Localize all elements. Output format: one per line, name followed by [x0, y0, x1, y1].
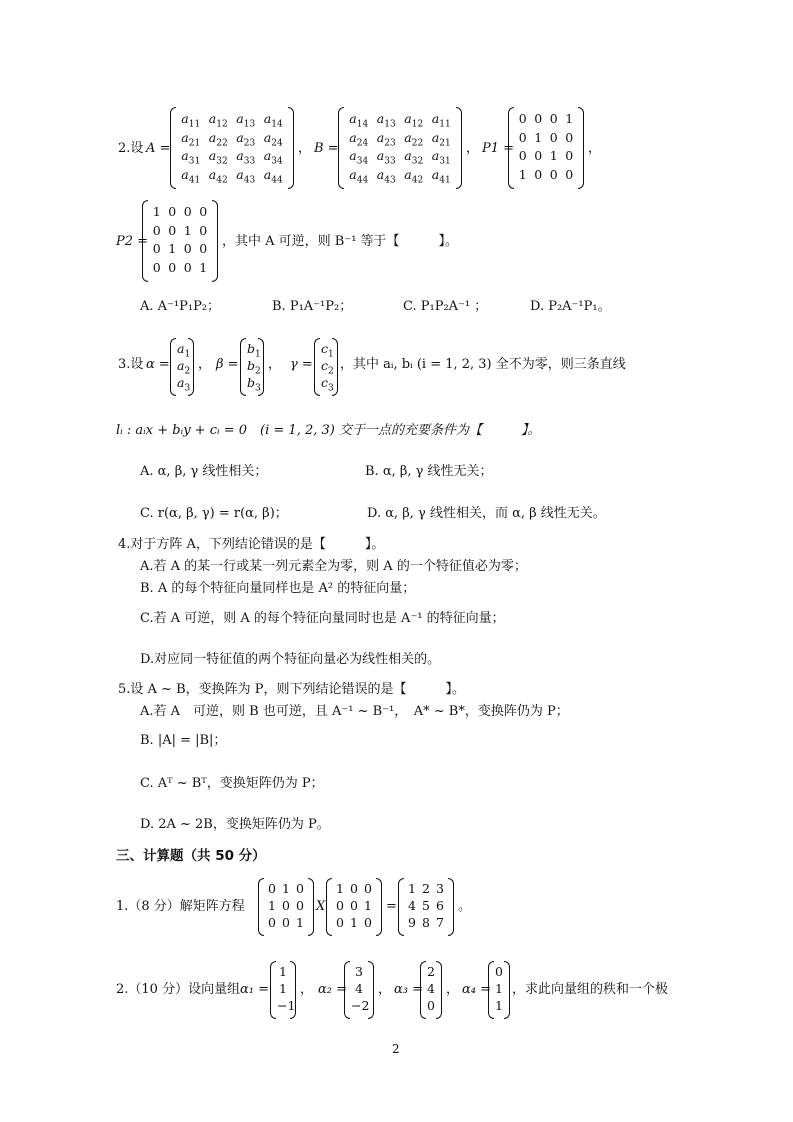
- comma: ，: [198, 357, 212, 372]
- matrix-cell: 3: [355, 964, 363, 980]
- matrix-cell: 0: [268, 881, 276, 897]
- matrix-cell: $a_{14}$: [263, 111, 283, 130]
- matrix-P2: [142, 200, 218, 282]
- c2-stem: ，求此向量组的秩和一个极: [512, 982, 669, 997]
- matrix-cell: $a_{24}$: [263, 129, 283, 149]
- matrix-cell: 0: [350, 881, 358, 897]
- matrix-cell: $a_{13}$: [236, 111, 256, 130]
- matrix-cell: 0: [495, 964, 503, 980]
- comma: ，: [446, 982, 460, 997]
- matrix-cell: $a_{24}$: [349, 129, 369, 149]
- q2-option-D: D. P₂A⁻¹P₁。: [530, 299, 611, 314]
- matrix-cell: $a_{34}$: [349, 148, 369, 167]
- matrix-cell: 0: [282, 914, 290, 930]
- matrix-cell: 0: [168, 222, 177, 238]
- q3-gamma-label: γ =: [290, 357, 313, 372]
- q4-option-B: B. A 的每个特征向量同样也是 A² 的特征向量；: [140, 581, 416, 596]
- q3-stem1: ，其中 aᵢ, bᵢ (i = 1, 2, 3) 全不为零，则三条直线: [340, 357, 626, 372]
- matrix-cell: 0: [549, 111, 558, 127]
- matrix-cell: $a_{42}$: [208, 166, 228, 186]
- matrix-cell: 0: [336, 898, 344, 913]
- matrix-cell: 1: [495, 981, 503, 996]
- matrix-cell: $a_{21}$: [431, 129, 451, 149]
- matrix-cell: 7: [436, 914, 444, 930]
- vector-alpha2: [344, 961, 374, 1019]
- matrix-cell: −1: [277, 997, 296, 1013]
- matrix-cell: 0: [565, 148, 574, 164]
- matrix-cell: 1: [364, 898, 372, 913]
- matrix-cell: $a_{14}$: [349, 111, 369, 130]
- matrix-cell: $a_{41}$: [431, 166, 451, 186]
- q2-option-A: A. A⁻¹P₁P₂；: [140, 299, 221, 314]
- matrix-cell: $a_{22}$: [404, 129, 424, 149]
- q5-option-C: C. Aᵀ ~ Bᵀ，变换矩阵仍为 P；: [140, 776, 324, 791]
- vector-alpha: [170, 338, 194, 396]
- matrix-cell: 5: [422, 898, 430, 913]
- matrix-cell: 0: [183, 241, 192, 257]
- matrix-cell: $a_{31}$: [181, 148, 201, 167]
- c2-a2-label: α₂ =: [318, 982, 348, 997]
- matrix-cell: 1: [279, 981, 287, 996]
- c1-prefix: 1.（8 分）解矩阵方程: [116, 899, 245, 914]
- matrix-cell: 0: [152, 241, 161, 257]
- matrix-cell: 9: [408, 914, 416, 930]
- matrix-cell: 0: [152, 259, 161, 275]
- q5-option-B: B. |A| = |B|；: [140, 733, 227, 748]
- matrix-cell: 1: [268, 898, 276, 913]
- matrix-P1: [508, 107, 584, 189]
- matrix-cell: 0: [199, 204, 208, 220]
- matrix-cell: 0: [549, 166, 558, 182]
- c2-prefix: 2.（10 分）设向量组: [116, 982, 241, 997]
- q3-beta-label: β =: [216, 357, 239, 372]
- matrix-cell: 0: [549, 129, 558, 145]
- matrix-cell: 0: [152, 222, 161, 238]
- q3-alpha-label: α =: [146, 357, 170, 372]
- q3-option-D: D. α, β, γ 线性相关，而 α, β 线性无关。: [367, 506, 606, 521]
- matrix-cell: $c_2$: [321, 358, 334, 377]
- matrix-cell: 4: [355, 981, 363, 996]
- q5-option-A: A.若 A 可逆，则 B 也可逆，且 A⁻¹ ~ B⁻¹， A* ~ B*，变换阵仍为 P；: [140, 704, 569, 719]
- matrix-cell: $b_2$: [247, 358, 261, 377]
- q5-option-D: D. 2A ~ 2B，变换矩阵仍为 P。: [140, 817, 330, 832]
- matrix-cell: 0: [364, 914, 372, 930]
- matrix-cell: $a_{42}$: [404, 166, 424, 186]
- matrix-cell: 0: [350, 898, 358, 913]
- c1-end: 。: [458, 899, 472, 914]
- matrix-cell: 0: [534, 148, 543, 164]
- q2-option-C: C. P₁P₂A⁻¹ ；: [403, 299, 488, 314]
- matrix-cell: 0: [427, 997, 435, 1013]
- matrix-cell: 0: [518, 129, 527, 145]
- q2-P1-label: P1 =: [482, 141, 515, 156]
- q3-option-A: A. α, β, γ 线性相关；: [140, 464, 268, 479]
- matrix-cell: 1: [350, 914, 358, 930]
- matrix-cell: $a_{23}$: [376, 129, 396, 149]
- matrix-cell: $a_{12}$: [208, 111, 228, 130]
- matrix-cell: 1: [408, 881, 416, 897]
- matrix-cell: $c_1$: [321, 341, 334, 360]
- matrix-cell: 1: [565, 111, 574, 127]
- q3-prefix: 3.设: [118, 357, 144, 372]
- matrix-cell: 1: [152, 204, 161, 220]
- c2-a1-label: α₁ =: [240, 982, 270, 997]
- matrix-cell: 1: [183, 222, 192, 238]
- vector-alpha3: [420, 961, 442, 1019]
- matrix-cell: −2: [351, 997, 370, 1013]
- matrix-cell: $a_{11}$: [431, 111, 451, 130]
- matrix-cell: $a_2$: [177, 358, 191, 377]
- matrix-cell: $a_{43}$: [376, 166, 396, 186]
- matrix-cell: 0: [534, 111, 543, 127]
- q2-B-label: B =: [314, 141, 339, 156]
- matrix-cell: 0: [534, 166, 543, 182]
- matrix-cell: $a_3$: [177, 374, 191, 394]
- q3-option-C: C. r(α, β, γ) = r(α, β)；: [140, 506, 288, 521]
- matrix-cell: $a_{32}$: [404, 148, 424, 167]
- matrix-cell: 0: [183, 259, 192, 275]
- matrix-cell: 3: [436, 881, 444, 897]
- matrix-cell: $a_{11}$: [181, 111, 201, 130]
- q2-stem: ，其中 A 可逆，则 B⁻¹ 等于【 】。: [222, 234, 459, 249]
- matrix-cell: 0: [518, 111, 527, 127]
- matrix-cell: $a_{34}$: [263, 148, 283, 167]
- matrix-cell: 0: [565, 166, 574, 182]
- matrix-cell: 0: [168, 259, 177, 275]
- matrix-cell: 1: [336, 881, 344, 897]
- matrix-cell: $a_{41}$: [181, 166, 201, 186]
- matrix-cell: 1: [549, 148, 558, 164]
- matrix-cell: $c_3$: [321, 374, 334, 394]
- matrix-cell: $a_{12}$: [404, 111, 424, 130]
- matrix-cell: $a_{31}$: [431, 148, 451, 167]
- matrix-cell: 1: [296, 914, 304, 930]
- matrix-cell: 6: [436, 898, 444, 913]
- q4-option-A: A.若 A 的某一行或某一列元素全为零，则 A 的一个特征值必为零；: [140, 559, 527, 574]
- matrix-B: [338, 107, 462, 189]
- matrix-cell: 1: [495, 997, 503, 1013]
- matrix-cell: 0: [282, 898, 290, 913]
- comma: ，: [300, 982, 314, 997]
- comma: ，: [466, 141, 480, 156]
- q3-option-B: B. α, β, γ 线性无关；: [365, 464, 493, 479]
- matrix-cell: 1: [518, 166, 527, 182]
- c2-a4-label: α₄ =: [462, 982, 492, 997]
- matrix-cell: 4: [427, 981, 435, 996]
- q2-P2-label: P2 =: [116, 234, 149, 249]
- matrix-cell: 0: [199, 222, 208, 238]
- matrix-cell: $a_{32}$: [208, 148, 228, 167]
- comma: ，: [588, 141, 602, 156]
- q4-stem: 4.对于方阵 A，下列结论错误的是【 】。: [118, 537, 385, 552]
- matrix-cell: $b_1$: [247, 341, 261, 360]
- matrix-cell: $a_{44}$: [349, 166, 369, 186]
- matrix-cell: $a_1$: [177, 341, 191, 360]
- section-title: 三、计算题（共 50 分）: [116, 848, 266, 864]
- matrix-cell: $a_{21}$: [181, 129, 201, 149]
- matrix-cell: $a_{44}$: [263, 166, 283, 186]
- q3-stem2: lᵢ : aᵢx + bᵢy + cᵢ = 0 (i = 1, 2, 3) 交于一点的充要条件为【 】。: [116, 423, 541, 438]
- matrix-M1: [258, 878, 314, 936]
- matrix-cell: 0: [168, 204, 177, 220]
- matrix-cell: $a_{33}$: [376, 148, 396, 167]
- comma: ，: [298, 141, 312, 156]
- matrix-A: [170, 107, 294, 189]
- q2-prefix: 2.设: [118, 141, 144, 156]
- matrix-cell: 4: [408, 898, 416, 913]
- c1-X: X: [316, 899, 326, 914]
- matrix-cell: 1: [168, 241, 177, 257]
- matrix-cell: 0: [518, 148, 527, 164]
- matrix-cell: 2: [422, 881, 430, 897]
- c1-eq: =: [386, 899, 397, 914]
- vector-gamma: [314, 338, 338, 396]
- matrix-cell: 0: [565, 129, 574, 145]
- matrix-M2: [326, 878, 382, 936]
- matrix-cell: $a_{43}$: [236, 166, 256, 186]
- matrix-cell: 2: [427, 964, 435, 980]
- matrix-cell: $b_3$: [247, 374, 261, 394]
- vector-alpha1: [270, 961, 296, 1019]
- matrix-cell: $a_{22}$: [208, 129, 228, 149]
- c2-a3-label: α₃ =: [394, 982, 424, 997]
- matrix-cell: 8: [422, 914, 430, 930]
- vector-beta: [240, 338, 264, 396]
- comma: ，: [268, 357, 282, 372]
- matrix-cell: $a_{23}$: [236, 129, 256, 149]
- q2-option-B: B. P₁A⁻¹P₂；: [272, 299, 353, 314]
- matrix-cell: 1: [199, 259, 208, 275]
- q2-A-label: A =: [146, 141, 171, 156]
- matrix-cell: 1: [282, 881, 290, 897]
- matrix-cell: $a_{13}$: [376, 111, 396, 130]
- matrix-cell: 0: [199, 241, 208, 257]
- matrix-cell: 0: [183, 204, 192, 220]
- comma: ，: [378, 982, 392, 997]
- page-number: 2: [392, 1042, 400, 1056]
- q4-option-D: D.对应同一特征值的两个特征向量必为线性相关的。: [140, 652, 441, 667]
- matrix-M3: [398, 878, 454, 936]
- matrix-cell: 0: [364, 881, 372, 897]
- matrix-cell: 0: [336, 914, 344, 930]
- q5-stem: 5.设 A ~ B，变换阵为 P，则下列结论错误的是【 】。: [118, 682, 466, 697]
- vector-alpha4: [488, 961, 510, 1019]
- q4-option-C: C.若 A 可逆，则 A 的每个特征向量同时也是 A⁻¹ 的特征向量；: [140, 611, 505, 626]
- matrix-cell: 1: [279, 964, 287, 980]
- matrix-cell: $a_{33}$: [236, 148, 256, 167]
- matrix-cell: 0: [268, 914, 276, 930]
- matrix-cell: 0: [296, 898, 304, 913]
- matrix-cell: 0: [296, 881, 304, 897]
- matrix-cell: 1: [534, 129, 543, 145]
